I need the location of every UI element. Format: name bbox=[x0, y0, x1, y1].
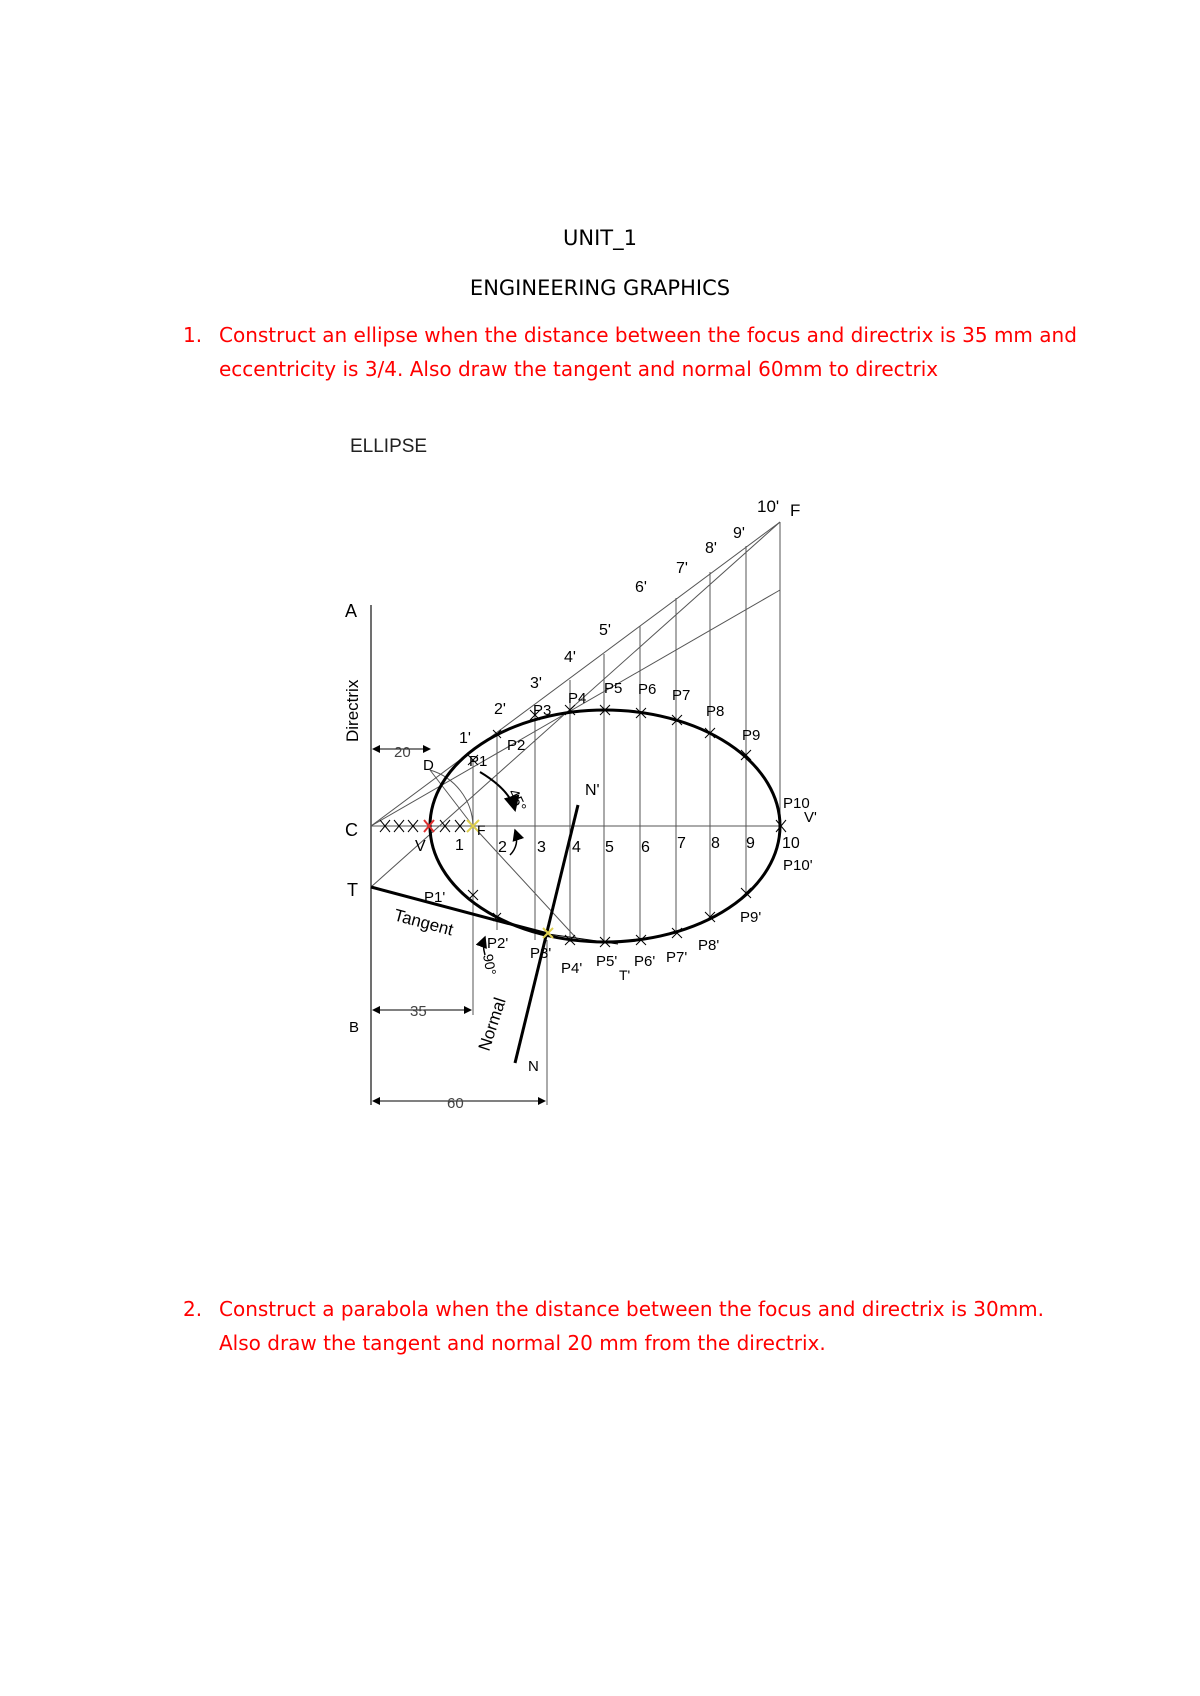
label-v: V bbox=[415, 838, 426, 855]
point-label: P2' bbox=[487, 935, 509, 952]
div-label: 8 bbox=[711, 835, 720, 852]
point-label: P4 bbox=[568, 690, 587, 707]
label-dim-60: 60 bbox=[447, 1095, 464, 1112]
label-dim-20: 20 bbox=[394, 744, 411, 761]
point-label: P10 bbox=[783, 795, 810, 812]
question-number: 2. bbox=[183, 1297, 203, 1321]
division-labels bbox=[455, 835, 800, 856]
label-f-top: F bbox=[790, 501, 801, 520]
div-label: 2 bbox=[498, 839, 507, 856]
point-label: P3 bbox=[533, 702, 552, 719]
label-t: T bbox=[347, 880, 358, 900]
top-label: 8' bbox=[705, 540, 717, 557]
top-label: 4' bbox=[564, 649, 576, 666]
question-line: Construct an ellipse when the distance between the focus and directrix is 35 mm and bbox=[219, 323, 1077, 347]
label-v-prime: V' bbox=[804, 809, 817, 826]
point-label: P3' bbox=[530, 945, 552, 962]
label-a: A bbox=[345, 601, 358, 621]
label-b: B bbox=[349, 1019, 360, 1036]
point-label: P4' bbox=[561, 960, 583, 977]
div-label: 3 bbox=[537, 839, 546, 856]
div-label: 9 bbox=[746, 835, 755, 852]
label-c: C bbox=[345, 820, 358, 840]
div-label: 1 bbox=[455, 837, 464, 854]
point-label: P8 bbox=[706, 703, 725, 720]
div-label: 10 bbox=[782, 835, 800, 852]
label-t-prime: T' bbox=[619, 967, 631, 983]
top-label: 2' bbox=[494, 701, 506, 718]
label-focus-f: F bbox=[477, 822, 486, 838]
question-2 bbox=[183, 1292, 1083, 1360]
label-angle-90: 90° bbox=[480, 952, 500, 977]
point-label: P7' bbox=[666, 949, 688, 966]
point-label: P6' bbox=[634, 953, 656, 970]
label-tangent: Tangent bbox=[391, 905, 456, 940]
figure-title: ELLIPSE bbox=[350, 436, 428, 457]
point-label: P6 bbox=[638, 681, 657, 698]
question-number: 1. bbox=[183, 323, 203, 347]
point-label: P9' bbox=[740, 909, 762, 926]
point-label: P1' bbox=[424, 889, 446, 906]
div-label: 6 bbox=[641, 839, 650, 856]
label-n: N bbox=[528, 1058, 539, 1075]
label-dim-35: 35 bbox=[410, 1003, 427, 1020]
top-label: 9' bbox=[733, 525, 745, 542]
top-label: 7' bbox=[676, 560, 688, 577]
question-line: Construct a parabola when the distance between the focus and directrix is 30mm. bbox=[219, 1297, 1045, 1321]
div-label: 5 bbox=[605, 839, 614, 856]
label-d: D bbox=[423, 757, 434, 774]
div-label: 4 bbox=[572, 839, 581, 856]
point-label: P7 bbox=[672, 687, 691, 704]
ellipse-construction-figure bbox=[340, 436, 900, 1210]
unit-title: UNIT_1 bbox=[563, 226, 637, 250]
top-label: 3' bbox=[530, 675, 542, 692]
top-label: 10' bbox=[757, 497, 780, 516]
question-1 bbox=[183, 318, 1083, 386]
top-label: 6' bbox=[635, 579, 647, 596]
div-label: 7 bbox=[677, 835, 686, 852]
label-normal: Normal bbox=[474, 995, 510, 1054]
point-label: P8' bbox=[698, 937, 720, 954]
point-label: P10' bbox=[783, 857, 813, 874]
subject-title: ENGINEERING GRAPHICS bbox=[469, 276, 731, 300]
question-line: Also draw the tangent and normal 20 mm from the directrix. bbox=[219, 1331, 826, 1355]
label-angle-45: 45° bbox=[504, 786, 530, 815]
point-label: P5' bbox=[596, 953, 618, 970]
label-directrix: Directrix bbox=[343, 679, 362, 742]
question-line: eccentricity is 3/4. Also draw the tangent and normal 60mm to directrix bbox=[219, 357, 939, 381]
label-n-prime: N' bbox=[585, 782, 600, 799]
top-label: 1' bbox=[459, 730, 471, 747]
top-label: 5' bbox=[599, 622, 611, 639]
point-label: P2 bbox=[507, 737, 526, 754]
point-label: P9 bbox=[742, 727, 761, 744]
point-label: P5 bbox=[604, 680, 623, 697]
point-label: P1 bbox=[469, 753, 488, 770]
